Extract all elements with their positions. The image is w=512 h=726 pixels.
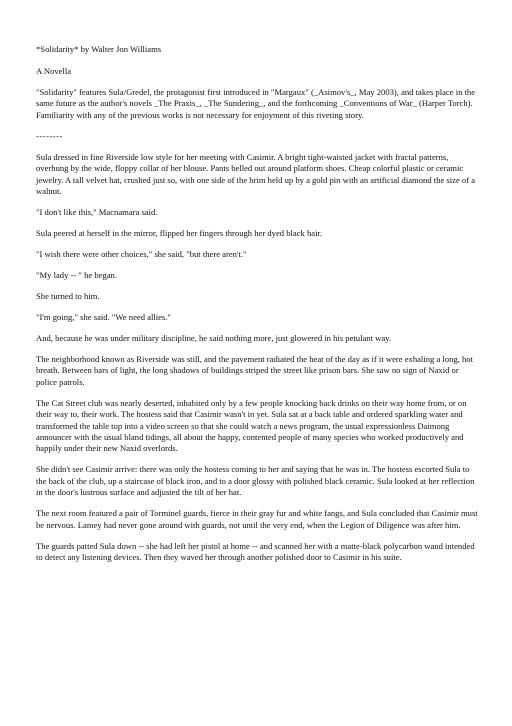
body-paragraph: The neighborhood known as Riverside was still, and the pavement radiated the heat of the day as if it were exhaling a long, hot breath. Between bars of light, the long shadows of buildings striped the street like prison bars. She saw no sign of Naxid or police patrols. <box>36 353 473 387</box>
body-paragraph: Sula dressed in fine Riverside low style for her meeting with Casimir. A bright tight-waisted jacket with fractal patterns, overhung by the wide, floppy collar of her blouse. Pants belled out around platform shoes. Cheap colorful plastic or ceramic jewelry. A tall velvet hat, crushed just so, with one side of the brim held up by a gold pin with an artificial diamond the size of a walnut. <box>36 151 476 196</box>
intro-paragraph: "Solidarity" features Sula/Gredel, the protagonist first introduced in "Margaux" (_Asimov's_, May 2003), and takes place in the same future as the author's novels _The Praxis_, _The Sundering_, and the forthcoming _Conventions of War_ (Harper Torch). Familiarity with any of the previous works is not necessary for enjoyment of this riveting story. <box>36 86 476 120</box>
body-paragraph: She didn't see Casimir arrive: there was only the hostess coming to her and saying that he was in. The hostess escorted Sula to the back of the club, up a staircase of black iron, and to a door glossy with polished black ceramic. Sula looked at her reflection in the door's lustrous surface and adjusted the tilt of her hat. <box>36 464 475 498</box>
body-paragraph: "I'm going," she said. "We need allies." <box>36 311 171 322</box>
body-paragraph: "I wish there were other choices," she said, "but there aren't." <box>36 248 247 259</box>
body-paragraph: Sula peered at herself in the mirror, flipped her fingers through her dyed black hair. <box>36 227 323 238</box>
document-subtitle: A Novella <box>36 65 72 76</box>
body-paragraph: "My lady -- " he began. <box>36 269 117 280</box>
body-paragraph: She turned to him. <box>36 290 100 301</box>
document-title: *Solidarity* by Walter Jon Williams <box>36 44 162 54</box>
body-paragraph: The guards patted Sula down -- she had left her pistol at home -- and scanned her with a matte-black polycarbon wand intended to detect any listening devices. Then they waved her through another polished door to Casimir in his suite. <box>36 540 475 562</box>
body-paragraph: "I don't like this," Macnamara said. <box>36 206 158 217</box>
body-paragraph: And, because he was under military discipline, he said nothing more, just glowered in his petulant way. <box>36 332 392 343</box>
section-separator: -------- <box>36 130 63 141</box>
body-paragraph: The next room featured a pair of Torminel guards, fierce in their gray fur and white fangs, and Sula concluded that Casimir must be nervous. Lamey had never gone around with guards, not until the very end, when the Legion of Diligence was after him. <box>36 508 478 530</box>
body-paragraph: The Cat Street club was nearly deserted, inhabited only by a few people knocking back drinks on their way home from, or on their way to, their work. The hostess said that Casimir wasn't in yet. Sula sat at a back table and ordered sparkling water and transformed the table top into a video screen so that she could watch a news program, the usual expressionless Daimong announcer with the usual bland tidings, all about the happy, contented people of many species who worked productively and happily under their new Naxid overlords. <box>36 397 467 454</box>
